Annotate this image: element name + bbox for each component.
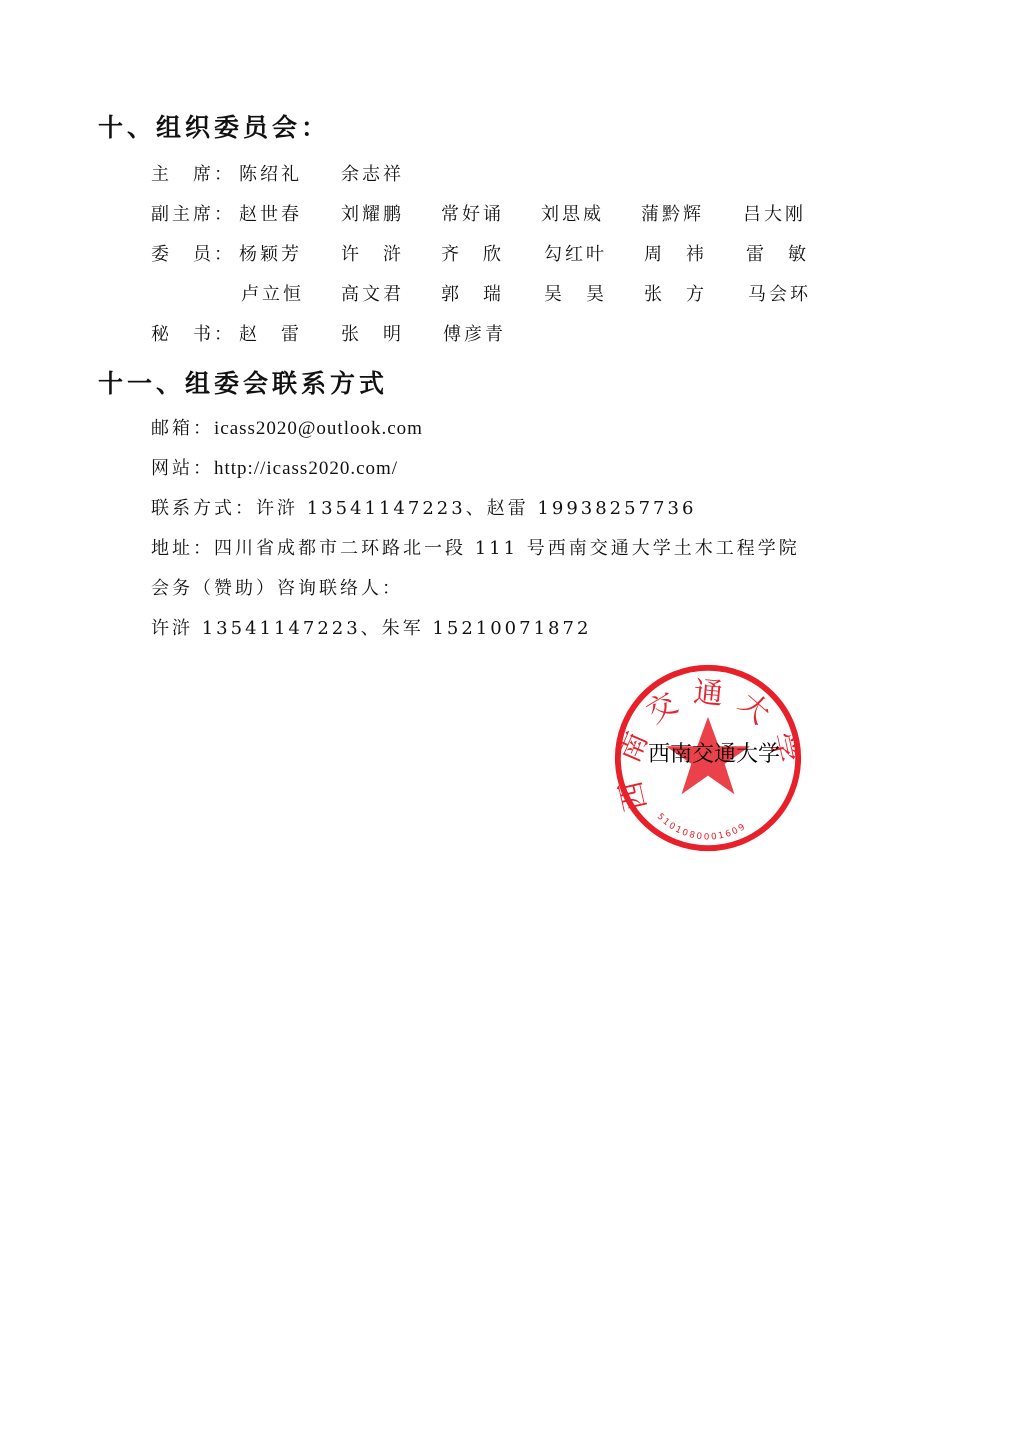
member-name: 吴 昊 xyxy=(544,284,607,305)
vice-chair-name: 刘耀鹏 xyxy=(341,204,404,225)
seal-serial: 5101080001609 xyxy=(654,811,749,843)
email-row xyxy=(151,414,423,440)
email-link[interactable]: icass2020@outlook.com xyxy=(214,418,423,439)
secretary-name: 赵 雷 xyxy=(239,324,302,345)
vice-chair-label: 副主席： xyxy=(151,204,235,225)
secretary-label: 秘 书： xyxy=(151,324,235,345)
vice-chair-name: 刘思威 xyxy=(541,204,604,225)
seal-ring-text: 西南交通大学 xyxy=(610,674,806,815)
chair-name: 余志祥 xyxy=(341,164,404,185)
chair-label: 主 席： xyxy=(151,164,235,185)
member-name: 郭 瑞 xyxy=(441,284,504,305)
secretary-name: 张 明 xyxy=(341,324,404,345)
address-row xyxy=(151,534,800,560)
chair-row xyxy=(151,160,404,186)
email-label: 邮箱： xyxy=(151,418,214,439)
vice-chair-name: 赵世春 xyxy=(239,204,302,225)
secretary-name: 傅彦青 xyxy=(443,324,506,345)
website-link[interactable]: http://icass2020.com/ xyxy=(214,458,399,479)
vice-chair-name: 常好诵 xyxy=(441,204,504,225)
member-name: 齐 欣 xyxy=(441,244,504,265)
member-name: 勾红叶 xyxy=(544,244,607,265)
member-name: 周 祎 xyxy=(644,244,707,265)
chair-name: 陈绍礼 xyxy=(239,164,302,185)
members-label: 委 员： xyxy=(151,244,235,265)
members-row-1 xyxy=(151,240,809,266)
sponsor-label-row: 会务（赞助）咨询联络人： xyxy=(151,578,403,599)
vice-chair-name: 蒲黔辉 xyxy=(641,204,704,225)
address-label: 地址： xyxy=(151,538,214,559)
section-11-title: 十一、组委会联系方式 xyxy=(98,369,389,398)
member-name: 许 浒 xyxy=(341,244,404,265)
address-value: 四川省成都市二环路北一段 111 号西南交通大学土木工程学院 xyxy=(214,538,800,559)
contact-label: 联系方式： xyxy=(151,498,256,519)
member-name: 杨颖芳 xyxy=(239,244,302,265)
website-label: 网站： xyxy=(151,458,214,479)
member-name: 卢立恒 xyxy=(241,284,304,305)
website-row xyxy=(151,454,398,480)
member-name: 高文君 xyxy=(341,284,404,305)
contact-value: 许浒 13541147223、赵雷 19938257736 xyxy=(256,498,697,519)
member-name: 马会环 xyxy=(748,284,811,305)
contact-row xyxy=(151,494,696,520)
member-name: 雷 敏 xyxy=(746,244,809,265)
vice-chair-row xyxy=(151,200,806,226)
section-10-title: 十、组织委员会： xyxy=(98,113,331,142)
member-name: 张 方 xyxy=(644,284,707,305)
sponsor-contact-row: 许浒 13541147223、朱军 15210071872 xyxy=(151,618,592,639)
seal-overlay-text: 西南交通大学 xyxy=(648,742,781,767)
vice-chair-name: 吕大刚 xyxy=(743,204,806,225)
secretary-row xyxy=(151,320,506,346)
